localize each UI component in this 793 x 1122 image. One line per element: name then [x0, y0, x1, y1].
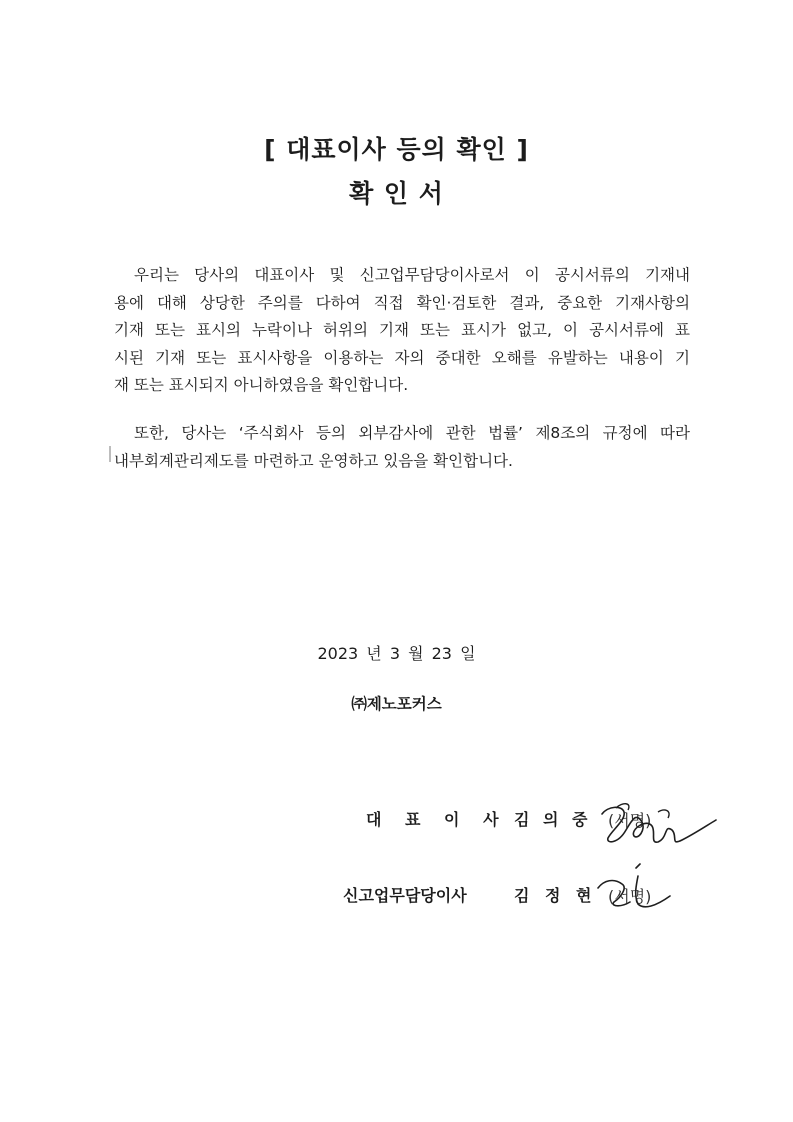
document-title: [ 대표이사 등의 확인 ]	[264, 135, 529, 164]
signature-placeholder: (서명)	[608, 887, 652, 906]
paragraph-line: 기재 또는 표시의 누락이나 허위의 기재 또는 표시가 없고, 이 공시서류에 표	[114, 321, 690, 339]
signatory-role: 대 표 이 사	[366, 810, 508, 829]
paragraph-line: 우리는 당사의 대표이사 및 신고업무담당이사로서 이 공시서류의 기재내	[134, 266, 690, 284]
internal-control-paragraph	[114, 420, 690, 475]
handwritten-signature	[598, 800, 722, 850]
signatory-name: 김 정 현	[514, 886, 597, 905]
paragraph-line: 내부회계관리제도를 마련하고 운영하고 있음을 확인합니다.	[114, 451, 513, 470]
paragraph-line: 재 또는 표시되지 아니하였음을 확인합니다.	[114, 376, 409, 394]
confirmation-paragraph	[114, 262, 690, 400]
paragraph-line: 또한, 당사는 ‘주식회사 등의 외부감사에 관한 법률’ 제8조의 규정에 따라	[134, 424, 690, 442]
signatory-role: 신고업무담당이사	[343, 886, 467, 905]
scan-artifact	[109, 446, 111, 462]
handwritten-signature	[592, 858, 674, 914]
paragraph-line: 용에 대해 상당한 주의를 다하여 직접 확인·검토한 결과, 중요한 기재사항의	[114, 293, 690, 312]
signatory-name: 김 의 중	[514, 810, 592, 829]
document-subtitle: 확 인 서	[349, 179, 444, 208]
document-date: 2023 년 3 월 23 일	[317, 644, 476, 663]
paragraph-line: 시된 기재 또는 표시사항을 이용하는 자의 중대한 오해를 유발하는 내용이 기	[114, 348, 690, 367]
signature-placeholder: (서명)	[608, 811, 652, 830]
company-name: ㈜제노포커스	[351, 695, 442, 713]
